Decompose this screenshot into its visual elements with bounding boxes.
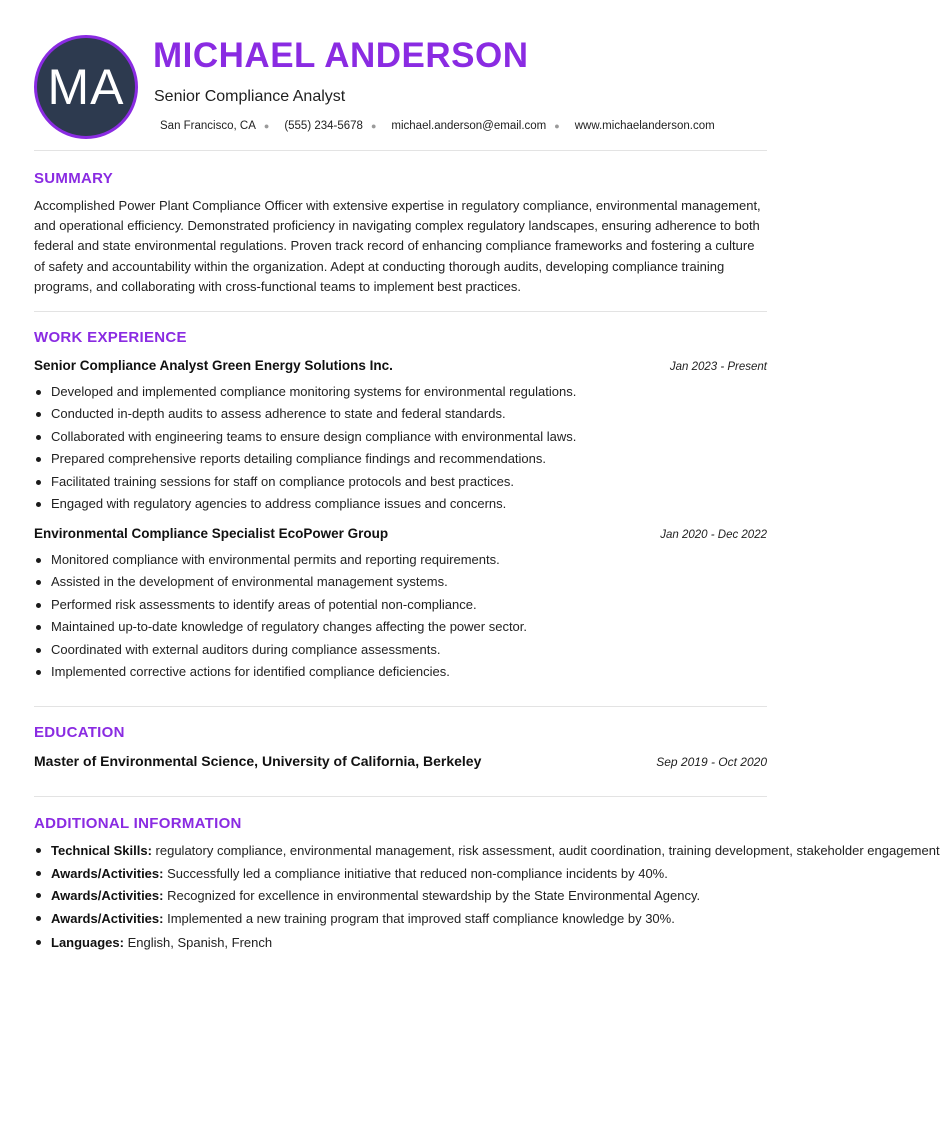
contact-email[interactable]: michael.anderson@email.com <box>391 120 547 132</box>
list-item: Implemented corrective actions for identified compliance deficiencies. <box>34 661 767 683</box>
list-item <box>34 841 940 860</box>
summary-text: Accomplished Power Plant Compliance Officer with extensive expertise in regulatory compliance, environmental management, and operational efficiency. Demonstrated proficiency in navigating complex regulatory landscapes, ensuring adherence to both federal and state environmental regulations. Proven track record of enhancing compliance frameworks and fostering a culture of safety and accountability within the organization. Adept at conducting thorough audits, developing compliance training programs, and collaborating with cross-functional teams to implement best practices. <box>34 198 761 294</box>
item-label: Awards/Activities: <box>51 865 164 881</box>
divider <box>34 311 767 312</box>
job-header <box>34 526 767 541</box>
section-title-education: EDUCATION <box>34 724 125 741</box>
list-item: Collaborated with engineering teams to ensure design compliance with environmental laws. <box>34 426 767 448</box>
job-bullets <box>34 381 767 515</box>
candidate-name: MICHAEL ANDERSON <box>153 36 529 75</box>
job-title: Environmental Compliance Specialist EcoPower Group <box>34 526 389 541</box>
separator-dot-icon: ● <box>554 121 560 131</box>
list-item: Coordinated with external auditors during compliance assessments. <box>34 639 767 661</box>
item-text: Successfully led a compliance initiative that reduced non-compliance incidents by 40%. <box>163 865 668 881</box>
contact-website[interactable]: www.michaelanderson.com <box>574 120 715 132</box>
list-item: Assisted in the development of environmental management systems. <box>34 571 767 593</box>
education-date: Sep 2019 - Oct 2020 <box>656 755 767 769</box>
item-text: regulatory compliance, environmental management, risk assessment, audit coordination, training development, stakeholder engagement <box>151 843 940 858</box>
separator-dot-icon: ● <box>263 121 270 131</box>
list-item: Prepared comprehensive reports detailing compliance findings and recommendations. <box>34 448 767 470</box>
education-degree: Master of Environmental Science, University of California, Berkeley <box>34 753 482 769</box>
job-bullets <box>34 549 767 683</box>
divider <box>34 150 767 151</box>
education-entry <box>34 753 767 769</box>
list-item: Conducted in-depth audits to assess adherence to state and federal standards. <box>34 403 767 425</box>
item-label: Awards/Activities: <box>51 888 164 903</box>
section-title-additional: ADDITIONAL INFORMATION <box>34 815 242 832</box>
item-text: Implemented a new training program that improved staff compliance knowledge by 30%. <box>163 910 675 926</box>
contact-phone[interactable]: (555) 234-5678 <box>284 120 363 132</box>
item-text: Recognized for excellence in environmental stewardship by the State Environmental Agency. <box>163 888 701 903</box>
list-item <box>34 909 744 928</box>
job-date: Jan 2023 - Present <box>669 361 767 373</box>
list-item <box>34 933 744 952</box>
contact-bar <box>160 120 715 132</box>
item-text: English, Spanish, French <box>123 934 273 950</box>
list-item: Engaged with regulatory agencies to address compliance issues and concerns. <box>34 493 767 515</box>
job-title: Senior Compliance Analyst Green Energy Solutions Inc. <box>34 358 393 373</box>
list-item: Maintained up-to-date knowledge of regulatory changes affecting the power sector. <box>34 616 767 638</box>
job-header <box>34 358 767 373</box>
item-label: Technical Skills: <box>51 843 152 858</box>
divider <box>34 706 767 707</box>
avatar: MA <box>34 35 138 139</box>
list-item: Developed and implemented compliance monitoring systems for environmental regulations. <box>34 381 767 403</box>
candidate-role: Senior Compliance Analyst <box>154 88 346 105</box>
section-title-summary: SUMMARY <box>34 170 114 187</box>
list-item <box>34 886 744 905</box>
additional-list <box>34 841 940 955</box>
item-label: Languages: <box>51 934 124 950</box>
contact-location: San Francisco, CA <box>160 120 256 132</box>
divider <box>34 796 767 797</box>
list-item: Monitored compliance with environmental permits and reporting requirements. <box>34 549 767 571</box>
separator-dot-icon: ● <box>370 121 377 131</box>
section-title-work: WORK EXPERIENCE <box>34 329 187 346</box>
list-item: Performed risk assessments to identify areas of potential non-compliance. <box>34 594 767 616</box>
list-item <box>34 864 744 883</box>
list-item: Facilitated training sessions for staff on compliance protocols and best practices. <box>34 471 767 493</box>
item-label: Awards/Activities: <box>51 910 164 926</box>
job-date: Jan 2020 - Dec 2022 <box>660 529 767 541</box>
